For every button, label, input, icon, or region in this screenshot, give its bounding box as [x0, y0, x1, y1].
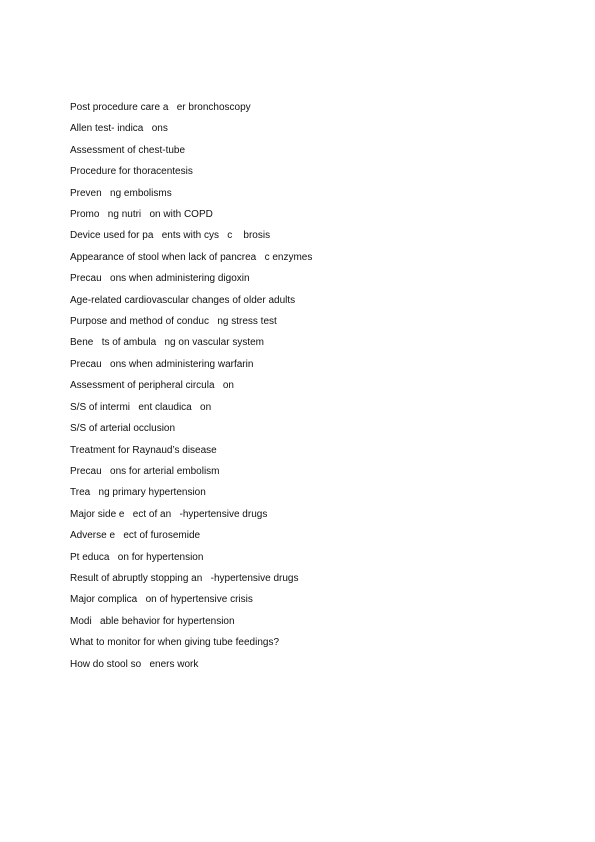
topic-item: Precau ons when administering warfarin — [70, 358, 254, 370]
topic-item: Device used for pa ents with cys c brosis — [70, 230, 271, 242]
topic-item: Procedure for thoracentesis — [70, 166, 193, 178]
topic-item: How do stool so eners work — [70, 658, 199, 670]
topic-item: Treatment for Raynaud’s disease — [70, 444, 217, 456]
topic-item: Modi able behavior for hypertension — [70, 615, 235, 627]
topic-item: Bene ts of ambula ng on vascular system — [70, 337, 264, 349]
topic-item: Result of abruptly stopping an -hypertensive drugs — [70, 572, 299, 584]
topic-item: Precau ons for arterial embolism — [70, 465, 220, 477]
topic-item: Adverse e ect of furosemide — [70, 530, 201, 542]
topic-item: Major complica on of hypertensive crisis — [70, 594, 253, 606]
topic-item: Allen test- indica ons — [70, 123, 168, 135]
topic-item: Age-related cardiovascular changes of older adults — [70, 294, 296, 306]
topic-item: Post procedure care a er bronchoscopy — [70, 102, 251, 113]
topic-list — [70, 97, 312, 675]
topic-item: Pt educa on for hypertension — [70, 551, 204, 563]
topic-item: Promo ng nutri on with COPD — [70, 209, 213, 221]
topic-item: Trea ng primary hypertension — [70, 487, 206, 499]
topic-item: Purpose and method of conduc ng stress test — [70, 316, 277, 328]
topic-item: S/S of intermi ent claudica on — [70, 401, 212, 413]
topic-item: Major side e ect of an -hypertensive drugs — [70, 508, 268, 520]
topic-item: What to monitor for when giving tube feedings? — [70, 637, 280, 649]
topic-item: Precau ons when administering digoxin — [70, 273, 250, 285]
topic-item: Appearance of stool when lack of pancrea c enzymes — [70, 251, 313, 263]
topic-item: S/S of arterial occlusion — [70, 423, 176, 435]
topic-item: Assessment of peripheral circula on — [70, 380, 234, 392]
topic-item: Assessment of chest-tube — [70, 144, 186, 156]
topic-item: Preven ng embolisms — [70, 187, 172, 199]
